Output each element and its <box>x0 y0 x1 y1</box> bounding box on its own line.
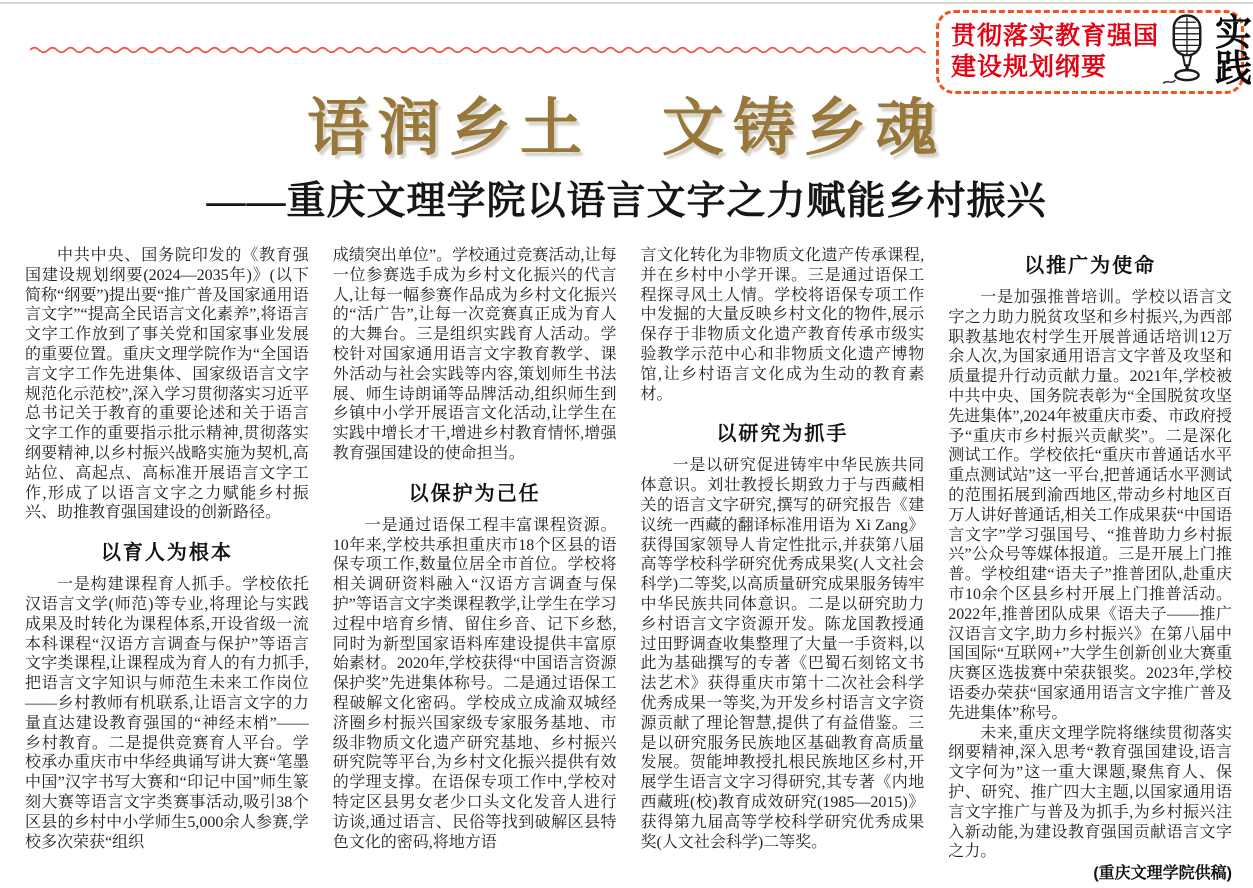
article-column-4 <box>948 246 1232 886</box>
paragraph-intro: 中共中央、国务院印发的《教育强国建设规划纲要(2024—2035年)》(以下简称“纲要”)提出要“推广普及国家通用语言文字”“提高全民语言文化素养”,将语言文字工作放到了事关党和国家事业发展的重要位置。重庆文理学院作为“全国语言文字工作先进集体、国家级语言文字规范化示范校”,深入学习贯彻落实习近平总书记关于教育的重要论述和关于语言文字工作的重要指示批示精神,贯彻落实纲要精神,以乡村振兴战略实施为契机,高站位、高起点、高标准开展语言文字工作,形成了以语言文字之力赋能乡村振兴、助推教育强国建设的创新路径。 <box>25 247 309 522</box>
paragraph: 一是通过语保工程丰富课程资源。10年来,学校共承担重庆市18个区县的语保专项工作,数量位居全市首位。学校将相关调研资料融入“汉语方言调查与保护”等语言文字类课程教学,让学生在学习过程中培育乡情、留住乡音、记下乡愁,同时为新型国家语料库建设提供丰富原始素材。2020年,学校获得“中国语言资源保护奖”先进集体称号。二是通过语保工程破解文化密码。学校成立成渝双城经济圈乡村振兴国家级专家服务基地、市级非物质文化遗产研究基地、乡村振兴研究院等平台,为乡村文化振兴提供有效的学理支撑。在语保专项工作中,学校对特定区县男女老少口头文化发音人进行访谈,通过语言、民俗等找到破解区县特色文化的密码,将地方语 <box>332 516 617 851</box>
section-heading-yanjiu: 以研究为抓手 <box>716 423 849 446</box>
practice-label-char2: 践 <box>1215 49 1253 90</box>
practice-label-char1: 实 <box>1215 12 1253 54</box>
sub-headline: ——重庆文理学院以语言文字之力赋能乡村振兴 <box>206 180 1047 223</box>
article-columns <box>25 246 1232 886</box>
article-column-2 <box>333 246 617 886</box>
byline: (重庆文理学院供稿) <box>1093 865 1232 883</box>
paragraph: 一是加强推普培训。学校以语言文字之力助力脱贫攻坚和乡村振兴,为西部职教基地农村学生开展普通话培训12万余人次,为国家通用语言文字普及攻坚和质量提升行动贡献力量。2021年,学校被中共中央、国务院表彰为“全国脱贫攻坚先进集体”,2024年被重庆市委、市政府授予“重庆市乡村振兴贡献奖”。二是深化测试工作。学校依托“重庆市普通话水平重点测试站”这一平台,把普通话水平测试的范围拓展到渝西地区,带动乡村地区百万人讲好普通话,相关工作成果获“中国语言文字”学习强国号、“推普助力乡村振兴”公众号等媒体报道。三是开展上门推普。学校组建“语夫子”推普团队,赴重庆市10余个区县乡村开展上门推普活动。2022年,推普团队成果《语夫子——推广汉语言文字,助力乡村振兴》在第八届中国国际“互联网+”大学生创新创业大赛重庆赛区选拔赛中荣获银奖。2023年,学校语委办荣获“国家通用语言文字推广普及先进集体”称号。 <box>948 289 1232 722</box>
main-headline: 语润乡土 文铸乡魂 <box>306 95 946 163</box>
paragraph-continuation: 言文化转化为非物质文化遗产传承课程,并在乡村中小学开课。三是通过语保工程探寻风土人情。学校将语保专项工作中发掘的大量反映乡村文化的物件,展示保存于非物质文化遗产教育传承市级实验教学示范中心和非物质文化遗产博物馆,让乡村语言文化成为生动的教育素材。 <box>640 247 925 403</box>
section-heading-baohu: 以保护为己任 <box>408 482 541 505</box>
article-column-1 <box>25 246 309 886</box>
paragraph: 未来,重庆文理学院将继续贯彻落实纲要精神,深入思考“教育强国建设,语言文字何为”这一重大课题,聚焦育人、保护、研究、推广四大主题,以国家通用语言文字推广与普及为抓手,为乡村振兴注入新动能,为建设教育强国贡献语言文字之力。 <box>948 724 1232 861</box>
paragraph: 一是构建课程育人抓手。学校依托汉语言文学(师范)等专业,将理论与实践成果及时转化为课程体系,开设省级一流本科课程“汉语方言调查与保护”等语言文字类课程,让课程成为育人的有力抓手,把语言文字知识与师范生未来工作岗位——乡村教师有机联系,让语言文字的力量直达建设教育强国的“神经末梢”——乡村教育。二是提供竞赛育人平台。学校承办重庆市中华经典诵写讲大赛“笔墨中国”汉字书写大赛和“印记中国”师生篆刻大赛等语言文字类赛事活动,吸引38个区县的乡村中小学师生5,000余人参赛,学校多次荣获“组织 <box>25 576 309 851</box>
badge-slogan-line2: 建设规划纲要 <box>951 53 1108 81</box>
article-column-3 <box>641 246 925 886</box>
squiggle-divider <box>30 45 926 55</box>
badge-slogan-line1: 贯彻落实教育强国 <box>951 21 1160 50</box>
badge-slogan <box>951 21 1159 84</box>
paragraph: 一是以研究促进铸牢中华民族共同体意识。刘壮教授长期致力于与西藏相关的语言文字研究,撰写的研究报告《建议统一西藏的翻译标准用语为 Xi Zang》获得国家领导人肯定性批示,并获第八届高等学校科学研究优秀成果奖(人文社会科学)二等奖,以高质量研究成果服务铸牢中华民族共同体意识。二是以研究助力乡村语言文字资源开发。陈龙国教授通过田野调查收集整理了大量一手资料,以此为基础撰写的专著《巴蜀石刻铭文书法艺术》获得重庆市第十二次社会科学优秀成果一等奖,为开发乡村语言文字资源贡献了理论智慧,提供了有益借鉴。三是以研究服务民族地区基础教育高质量发展。贺能坤教授扎根民族地区乡村,开展学生语言文字习得研究,其专著《内地西藏班(校)教育成效研究(1985—2015)》获得第九届高等学校科学研究优秀成果奖(人文社会科学)二等奖。 <box>640 457 925 851</box>
section-heading-tuiguang: 以推广为使命 <box>1024 255 1157 277</box>
paragraph-continuation: 成绩突出单位”。学校通过竞赛活动,让每一位参赛选手成为乡村文化振兴的代言人,让每一幅参赛作品成为乡村文化振兴的“活广告”,让每一次竞赛真正成为育人的大舞台。三是组织实践育人活动。学校针对国家通用语言文字教育教学、课外活动与社会实践等内容,策划师生书法展、师生诗朗诵等品牌活动,组织师生到乡镇中小学开展语言文化活动,让学生在实践中增长才干,增进乡村教育情怀,增强教育强国建设的使命担当。 <box>332 247 617 462</box>
section-heading-yuren: 以育人为根本 <box>100 542 233 565</box>
top-divider <box>0 2 1253 4</box>
